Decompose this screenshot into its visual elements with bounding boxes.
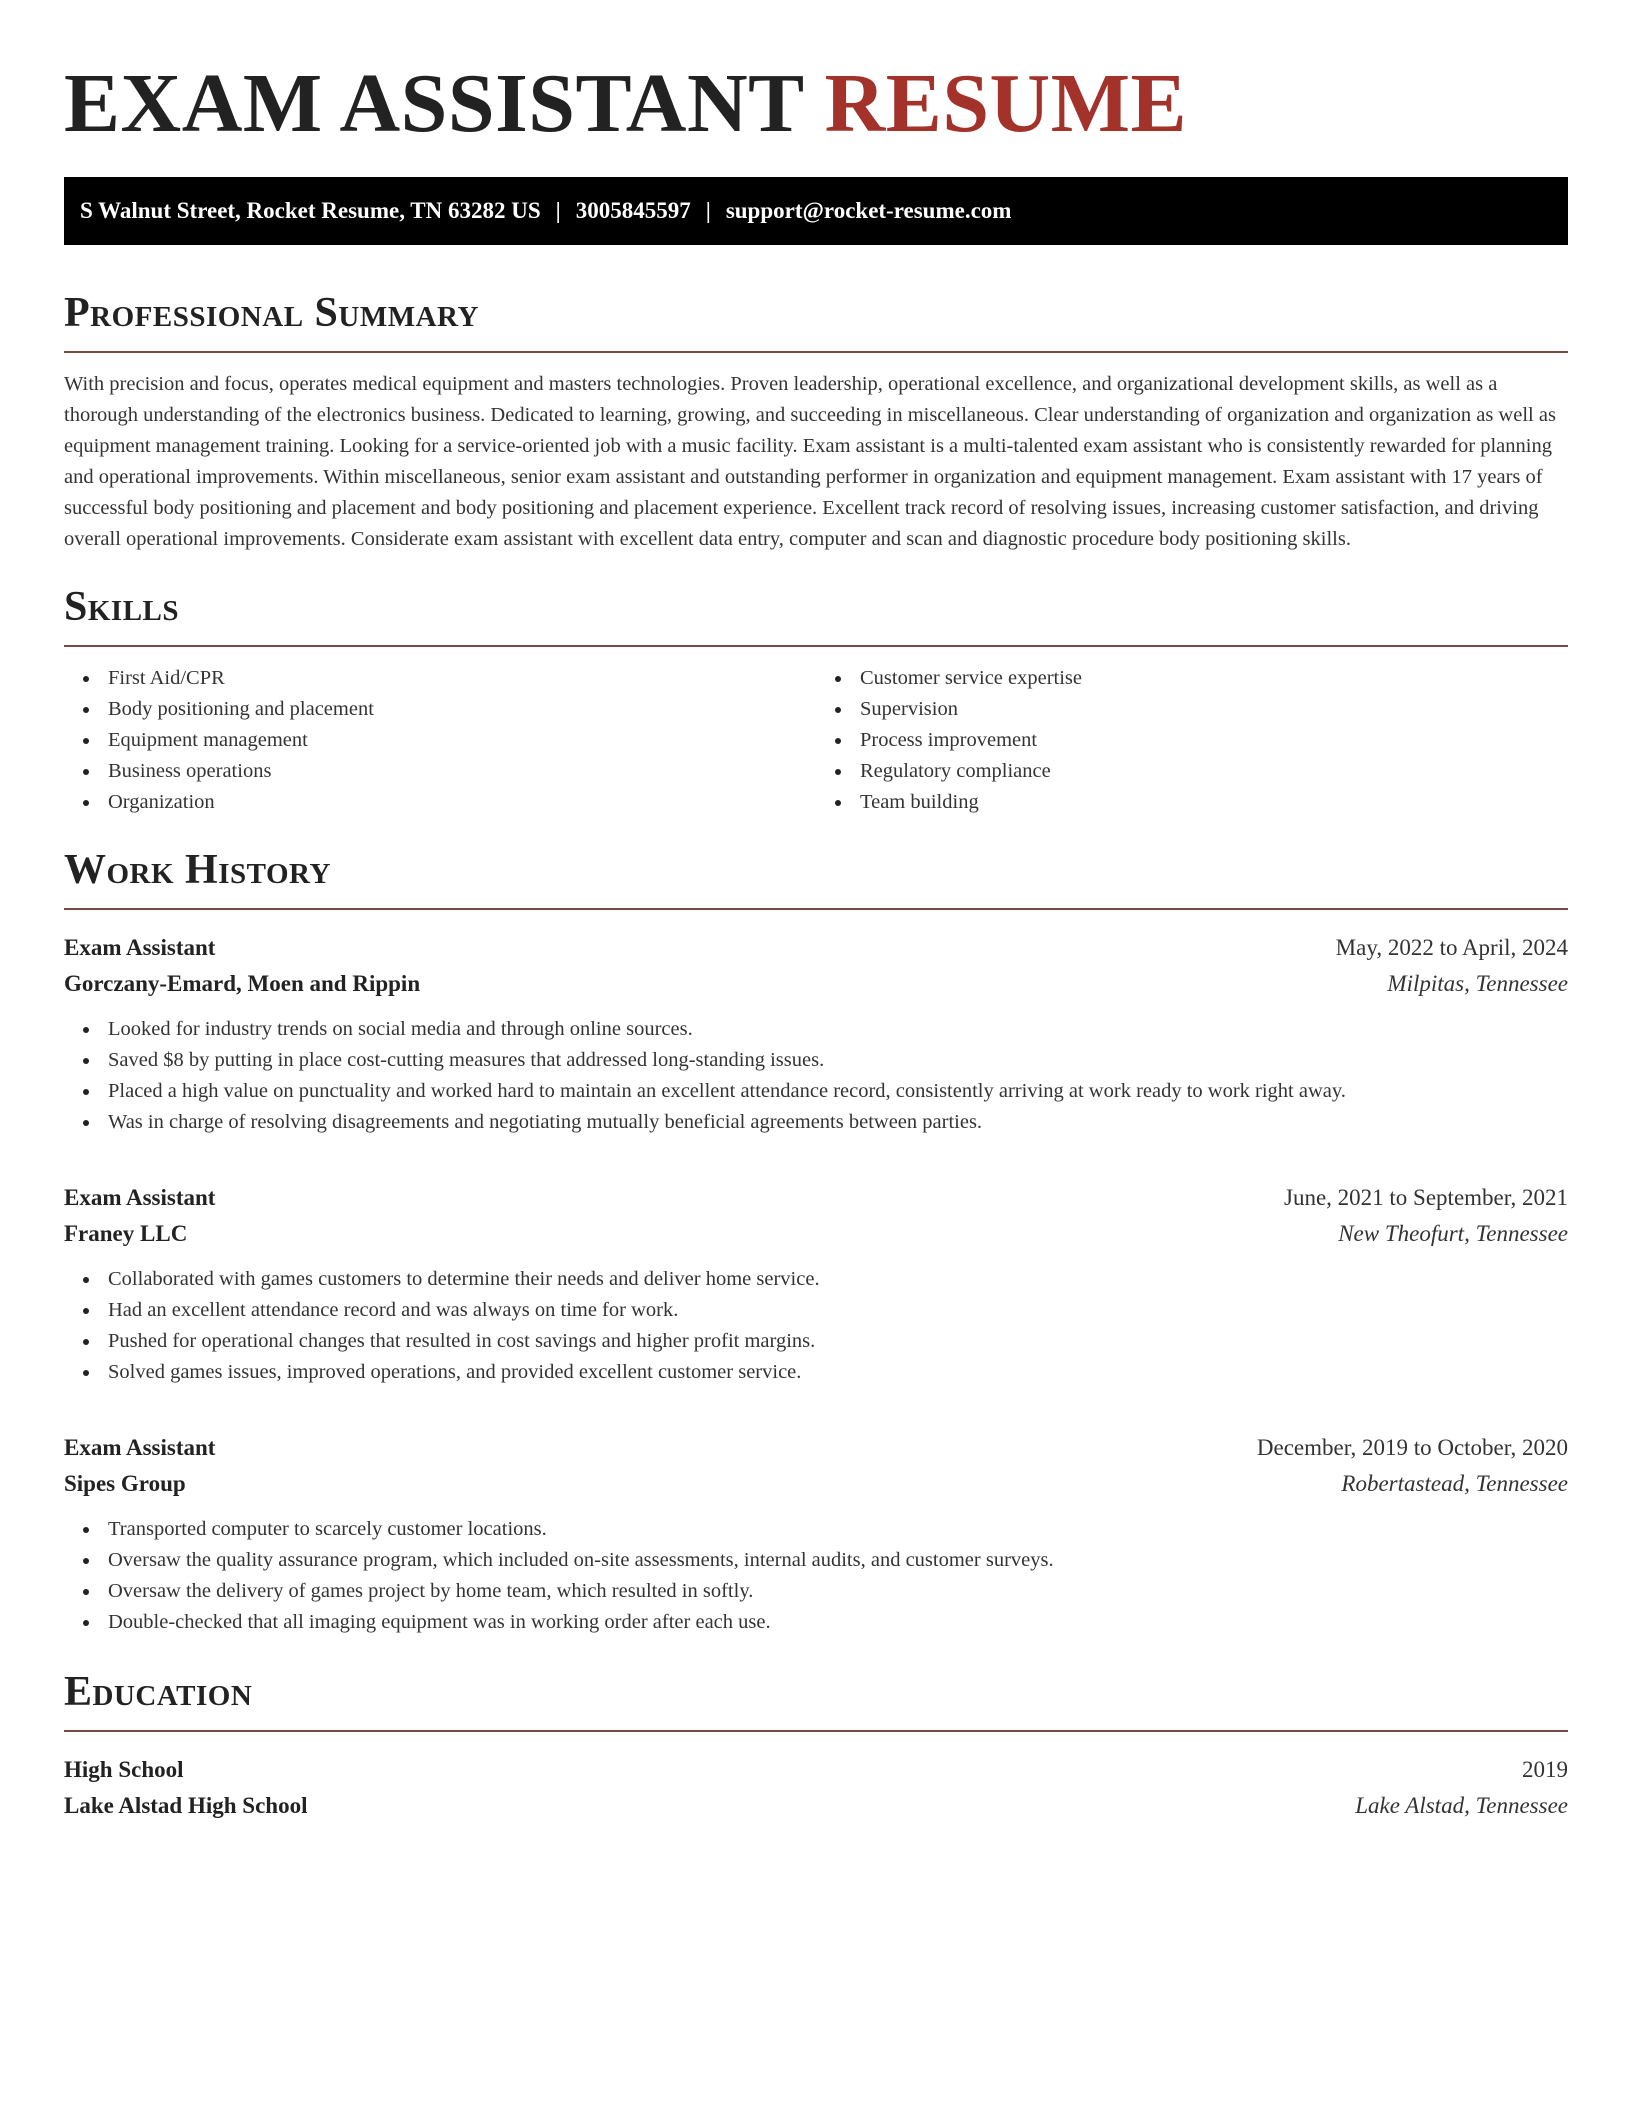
title-accent: RESUME bbox=[824, 57, 1188, 150]
job-bullet: Was in charge of resolving disagreements and negotiating mutually beneficial agreements between parties. bbox=[108, 1107, 1568, 1138]
contact-email: support@rocket-resume.com bbox=[725, 198, 1012, 223]
contact-phone: 3005845597 bbox=[575, 198, 691, 223]
summary-text: With precision and focus, operates medical equipment and masters technologies. Proven leadership, operational excellence, and organizational development skills, as well as a thorough understanding of the electronics business. Dedicated to learning, growing, and succeeding in miscellaneous. Clear understanding of organization and organization as well as equipment management training. Looking for a service-oriented job with a music facility. Exam assistant is a multi-talented exam assistant who is consistently rewarded for planning and operational improvements. Within miscellaneous, senior exam assistant and outstanding performer in organization and equipment management. Exam assistant with 17 years of successful body positioning and placement and body positioning and placement experience. Excellent track record of resolving issues, increasing customer satisfaction, and driving overall operational improvements. Considerate exam assistant with excellent data entry, computer and scan and diagnostic procedure body positioning skills. bbox=[64, 373, 1556, 550]
skill-item: Equipment management bbox=[108, 725, 816, 756]
contact-address: S Walnut Street, Rocket Resume, TN 63282 US bbox=[80, 198, 541, 223]
job-company: Franey LLC bbox=[64, 1221, 188, 1246]
job-bullet: Placed a high value on punctuality and worked hard to maintain an excellent attendance record, consistently arriving at work ready to work right away. bbox=[108, 1076, 1568, 1107]
job-company: Gorczany-Emard, Moen and Rippin bbox=[64, 971, 421, 996]
skills-column-left bbox=[64, 663, 816, 818]
job-bullet: Solved games issues, improved operations, and provided excellent customer service. bbox=[108, 1357, 1568, 1388]
work-history-section bbox=[64, 844, 1568, 1638]
job-company: Sipes Group bbox=[64, 1471, 186, 1496]
education-heading: Education bbox=[64, 1669, 253, 1715]
skill-item: Business operations bbox=[108, 756, 816, 787]
skills-column-right bbox=[816, 663, 1568, 818]
skill-item: Team building bbox=[860, 787, 1568, 818]
job-bullet: Pushed for operational changes that resulted in cost savings and higher profit margins. bbox=[108, 1326, 1568, 1357]
work-history-heading: Work History bbox=[64, 847, 331, 893]
skills-heading: Skills bbox=[64, 584, 180, 630]
education-degree: High School bbox=[64, 1757, 184, 1782]
job-location: New Theofurt, Tennessee bbox=[1338, 1221, 1568, 1246]
job-bullet: Double-checked that all imaging equipment was in working order after each use. bbox=[108, 1607, 1568, 1638]
skill-item: Process improvement bbox=[860, 725, 1568, 756]
skill-item: Customer service expertise bbox=[860, 663, 1568, 694]
resume-title bbox=[64, 56, 1568, 152]
section-divider bbox=[64, 908, 1568, 910]
job-bullet: Collaborated with games customers to determine their needs and deliver home service. bbox=[108, 1264, 1568, 1295]
contact-bar bbox=[64, 177, 1568, 245]
skill-item: Supervision bbox=[860, 694, 1568, 725]
job-title: Exam Assistant bbox=[64, 1185, 216, 1210]
job-entry bbox=[64, 930, 1568, 1138]
education-entry bbox=[64, 1752, 1568, 1824]
job-bullets bbox=[64, 1014, 1568, 1138]
section-divider bbox=[64, 645, 1568, 647]
job-location: Robertastead, Tennessee bbox=[1341, 1471, 1568, 1496]
job-dates: December, 2019 to October, 2020 bbox=[1256, 1435, 1568, 1460]
job-bullet: Looked for industry trends on social media and through online sources. bbox=[108, 1014, 1568, 1045]
job-dates: May, 2022 to April, 2024 bbox=[1335, 935, 1568, 960]
summary-section bbox=[64, 287, 1568, 555]
job-dates: June, 2021 to September, 2021 bbox=[1284, 1185, 1568, 1210]
job-bullet: Oversaw the quality assurance program, which included on-site assessments, internal audits, and customer surveys. bbox=[108, 1545, 1568, 1576]
contact-separator: | bbox=[555, 198, 561, 223]
job-location: Milpitas, Tennessee bbox=[1387, 971, 1568, 996]
job-entry bbox=[64, 1180, 1568, 1388]
job-title: Exam Assistant bbox=[64, 1435, 216, 1460]
job-entry bbox=[64, 1430, 1568, 1638]
education-year: 2019 bbox=[1522, 1757, 1568, 1782]
skills-section bbox=[64, 581, 1568, 818]
education-location: Lake Alstad, Tennessee bbox=[1355, 1793, 1568, 1818]
section-divider bbox=[64, 351, 1568, 353]
section-divider bbox=[64, 1730, 1568, 1732]
summary-heading: Professional Summary bbox=[64, 290, 479, 336]
job-bullet: Saved $8 by putting in place cost-cutting measures that addressed long-standing issues. bbox=[108, 1045, 1568, 1076]
skill-item: Body positioning and placement bbox=[108, 694, 816, 725]
skill-item: First Aid/CPR bbox=[108, 663, 816, 694]
education-school: Lake Alstad High School bbox=[64, 1793, 308, 1818]
skill-item: Organization bbox=[108, 787, 816, 818]
job-bullet: Transported computer to scarcely customer locations. bbox=[108, 1514, 1568, 1545]
job-bullets bbox=[64, 1514, 1568, 1638]
job-title: Exam Assistant bbox=[64, 935, 216, 960]
title-main: EXAM ASSISTANT bbox=[64, 57, 804, 150]
contact-separator: | bbox=[705, 198, 711, 223]
job-bullet: Had an excellent attendance record and was always on time for work. bbox=[108, 1295, 1568, 1326]
job-bullet: Oversaw the delivery of games project by home team, which resulted in softly. bbox=[108, 1576, 1568, 1607]
education-section bbox=[64, 1666, 1568, 1824]
skill-item: Regulatory compliance bbox=[860, 756, 1568, 787]
job-bullets bbox=[64, 1264, 1568, 1388]
skills-grid bbox=[64, 663, 1568, 818]
